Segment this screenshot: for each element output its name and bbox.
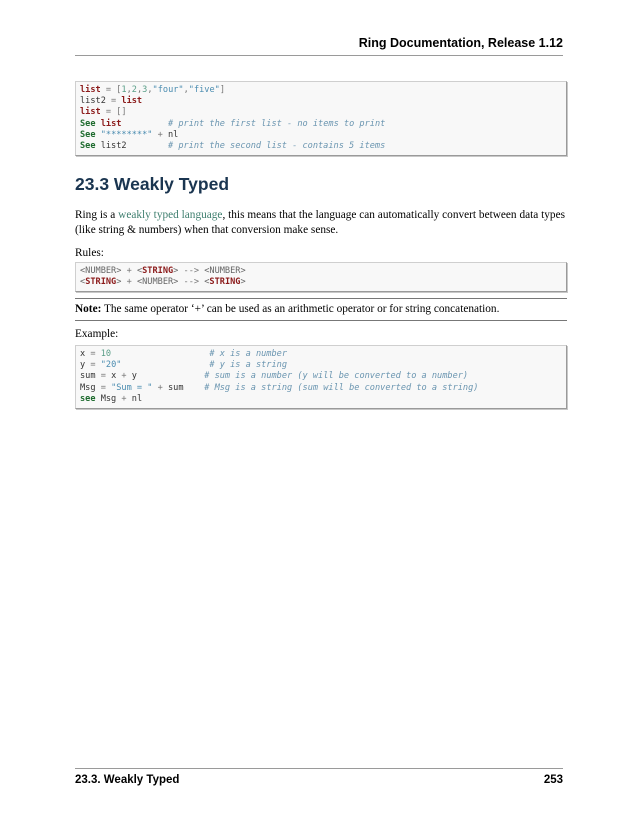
code-line bbox=[80, 119, 562, 130]
code-token: > bbox=[240, 277, 246, 288]
note-label: Note: bbox=[75, 303, 102, 315]
code-line bbox=[80, 371, 562, 382]
code-token: Msg bbox=[80, 382, 96, 393]
code-token: + bbox=[121, 266, 137, 276]
code-token: = bbox=[105, 96, 122, 107]
note-box bbox=[75, 298, 567, 321]
code-token: see bbox=[80, 393, 96, 404]
code-token: # print the first list - no items to print bbox=[168, 118, 386, 129]
code-token: = bbox=[95, 382, 112, 393]
code-token: <NUMBER> bbox=[80, 266, 122, 276]
code-block-rules bbox=[75, 262, 567, 292]
code-line bbox=[80, 85, 562, 96]
code-token: < bbox=[136, 266, 143, 276]
code-token bbox=[121, 360, 209, 370]
example-label: Example: bbox=[75, 328, 119, 340]
code-token: = bbox=[85, 360, 101, 371]
code-token bbox=[184, 383, 205, 393]
code-token: = bbox=[95, 371, 112, 382]
rules-label: Rules: bbox=[75, 247, 104, 259]
code-token: < bbox=[80, 277, 86, 288]
code-token: "********" bbox=[100, 129, 153, 140]
code-token: + bbox=[116, 371, 132, 382]
code-line bbox=[80, 360, 562, 371]
code-token: See bbox=[80, 140, 96, 151]
code-token: , bbox=[183, 85, 189, 95]
note-text: The same operator ‘+’ can be used as an arithmetic operator or for string concatenation. bbox=[101, 303, 500, 315]
code-token: # sum is a number (y will be converted to a number) bbox=[204, 371, 469, 382]
code-token: 1 bbox=[121, 85, 127, 95]
code-token: # Msg is a string (sum will be converted to a string) bbox=[204, 382, 479, 393]
code-token: list bbox=[121, 96, 143, 107]
code-token: , bbox=[126, 85, 132, 95]
code-token: --> bbox=[178, 266, 205, 276]
code-token bbox=[137, 371, 204, 381]
code-token: = bbox=[100, 107, 117, 118]
code-token: 2 bbox=[131, 85, 137, 95]
code-token: "four" bbox=[152, 85, 184, 95]
code-token: "five" bbox=[188, 85, 220, 95]
code-line bbox=[80, 96, 562, 107]
code-block-list-example bbox=[75, 81, 567, 156]
code-token bbox=[121, 119, 168, 129]
code-token bbox=[111, 349, 209, 359]
code-token: [ bbox=[116, 85, 122, 95]
code-token: # y is a string bbox=[209, 360, 287, 371]
code-token: + bbox=[152, 129, 168, 140]
code-token: > bbox=[173, 266, 179, 276]
code-line bbox=[80, 383, 562, 394]
code-line bbox=[80, 349, 562, 360]
document-title: Ring Documentation, Release 1.12 bbox=[358, 36, 563, 50]
code-token: + bbox=[152, 382, 168, 393]
code-token: list bbox=[80, 85, 101, 95]
code-token: "20" bbox=[100, 360, 122, 371]
code-token: See bbox=[80, 118, 96, 129]
code-token: <NUMBER> bbox=[136, 277, 179, 288]
code-token: list2 bbox=[95, 140, 168, 151]
code-token: nl bbox=[131, 393, 143, 404]
code-token: = bbox=[85, 349, 101, 359]
code-token: x bbox=[111, 371, 117, 382]
code-token: < bbox=[204, 277, 210, 288]
code-token: list bbox=[100, 118, 122, 129]
code-token: --> bbox=[178, 277, 205, 288]
code-token: Msg bbox=[95, 393, 117, 404]
code-line bbox=[80, 107, 562, 118]
code-token: STRING bbox=[142, 266, 174, 276]
code-token: y bbox=[80, 360, 86, 371]
code-token: # print the second list - contains 5 items bbox=[167, 140, 386, 151]
footer-section: 23.3. Weakly Typed bbox=[75, 774, 180, 786]
code-token: list2 bbox=[80, 96, 106, 107]
code-token: x bbox=[80, 349, 86, 359]
code-token: > bbox=[116, 277, 122, 288]
code-token: # x is a number bbox=[209, 349, 287, 359]
code-token: sum bbox=[168, 382, 184, 393]
intro-paragraph bbox=[75, 208, 565, 237]
code-token: + bbox=[121, 277, 137, 288]
code-token: STRING bbox=[85, 277, 117, 288]
code-token: sum bbox=[80, 371, 96, 382]
code-token: <NUMBER> bbox=[204, 266, 246, 276]
code-token: ] bbox=[219, 85, 226, 95]
code-token: + bbox=[116, 393, 132, 404]
code-token: STRING bbox=[209, 277, 241, 288]
code-block-example bbox=[75, 345, 567, 409]
code-line bbox=[80, 130, 562, 141]
page-header bbox=[75, 36, 563, 56]
page-number: 253 bbox=[543, 774, 563, 786]
code-line bbox=[80, 277, 562, 288]
code-token: list bbox=[80, 107, 101, 118]
code-line bbox=[80, 266, 562, 277]
code-token: , bbox=[136, 85, 143, 95]
code-token: nl bbox=[168, 129, 179, 140]
intro-text-after: , this means that the language can automatically convert between data types (like string & numbers) when that conversion make sense. bbox=[75, 209, 565, 236]
code-token: 10 bbox=[100, 349, 112, 359]
code-token: , bbox=[147, 85, 153, 95]
intro-text-before: Ring is a bbox=[75, 209, 119, 221]
weakly-typed-language-link[interactable]: weakly typed language bbox=[118, 209, 223, 221]
code-token: = bbox=[100, 85, 117, 95]
code-token: "Sum = " bbox=[111, 382, 153, 393]
code-token: 3 bbox=[142, 85, 148, 95]
page-footer bbox=[75, 768, 563, 786]
code-line bbox=[80, 394, 562, 405]
code-line bbox=[80, 141, 562, 152]
section-heading: 23.3 Weakly Typed bbox=[75, 174, 230, 194]
code-token: [] bbox=[116, 107, 127, 118]
code-token: See bbox=[80, 129, 96, 140]
code-token: y bbox=[131, 371, 137, 382]
